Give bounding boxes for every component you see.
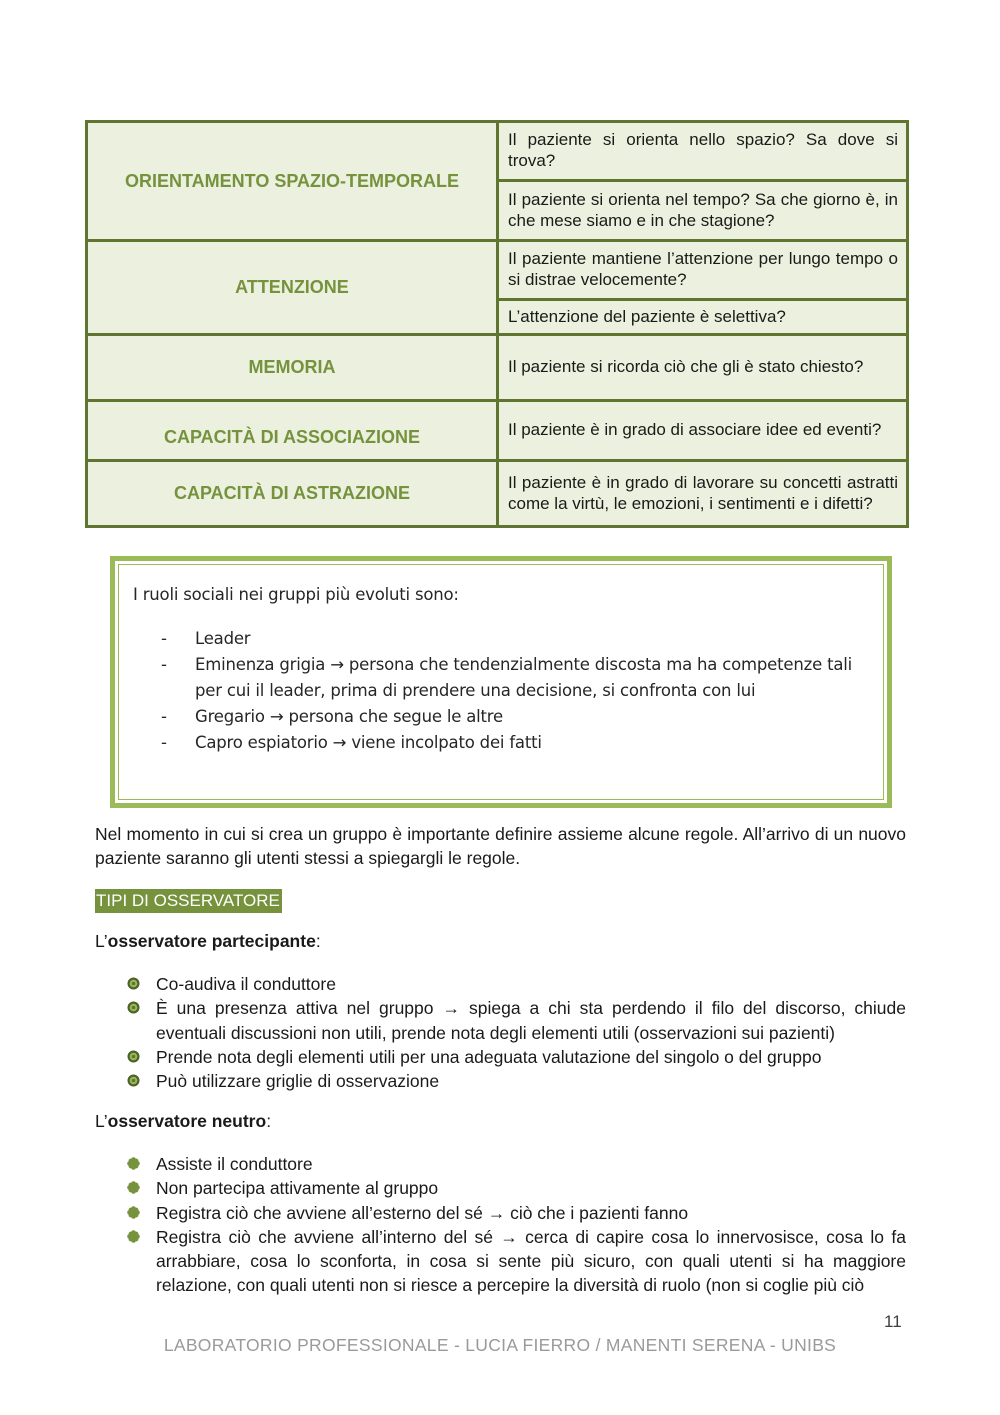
participant-observer-heading: L’osservatore partecipante: [95, 931, 321, 951]
table-label-cell: CAPACITÀ DI ASTRAZIONE [87, 461, 498, 527]
list-item-text: Eminenza grigia → persona che tendenzialmente discosta ma ha competenze tali per cui il leader, prima di prendere una decisione, si confronta con lui [195, 655, 853, 700]
social-roles-list [133, 626, 869, 756]
list-item-text: Prende nota degli elementi utili per una adeguata valutazione del singolo o del gruppo [156, 1046, 822, 1067]
list-item [133, 704, 869, 730]
table-row [87, 241, 908, 300]
table-question-cell: Il paziente mantiene l’attenzione per lungo tempo o si distrae velocemente? [498, 241, 908, 300]
flower-bullet-icon [127, 1181, 140, 1194]
table-row [87, 461, 908, 527]
social-roles-box-inner [118, 564, 884, 800]
list-item-text: Assiste il conduttore [156, 1154, 313, 1174]
neutral-observer-list [125, 1152, 906, 1298]
dash-marker: - [161, 707, 167, 726]
list-item-text: Registra ciò che avviene all’esterno del sé → ciò che i pazienti fanno [156, 1202, 689, 1223]
cognitive-assessment-table [85, 120, 909, 528]
table-question-cell: Il paziente è in grado di associare idee ed eventi? [498, 401, 908, 461]
list-item [125, 972, 906, 996]
list-item [125, 1225, 906, 1298]
dash-marker: - [161, 629, 167, 648]
circle-bullet-icon [127, 977, 140, 990]
list-item [125, 1069, 906, 1093]
page-number: 11 [884, 1312, 902, 1331]
participant-observer-list [125, 972, 906, 1093]
table-row [87, 401, 908, 461]
list-item-text: Leader [195, 629, 251, 648]
dash-marker: - [161, 655, 167, 674]
table-question-cell: Il paziente si orienta nello spazio? Sa dove si trova? [498, 122, 908, 181]
circle-bullet-icon [127, 1074, 140, 1087]
table-row [87, 335, 908, 401]
flower-bullet-icon [127, 1206, 140, 1219]
circle-bullet-icon [127, 1050, 140, 1063]
circle-bullet-icon [127, 1001, 140, 1014]
flower-bullet-icon [127, 1230, 140, 1243]
list-item [125, 1201, 906, 1225]
list-item-text: Può utilizzare griglie di osservazione [156, 1071, 440, 1092]
dash-marker: - [161, 733, 167, 752]
group-rules-paragraph: Nel momento in cui si crea un gruppo è importante definire assieme alcune regole. All’arrivo di un nuovo paziente saranno gli utenti stessi a spiegargli le regole. [95, 824, 906, 868]
table-question-cell: Il paziente si orienta nel tempo? Sa che giorno è, in che mese siamo e in che stagione? [498, 181, 908, 241]
list-item [133, 730, 869, 756]
table-question-cell: L’attenzione del paziente è selettiva? [498, 300, 908, 335]
list-item-text: Co-audiva il conduttore [156, 974, 336, 994]
table-label-cell: MEMORIA [87, 335, 498, 401]
list-item-text: Non partecipa attivamente al gruppo [156, 1178, 439, 1199]
list-item [125, 1176, 906, 1200]
list-item [133, 652, 869, 704]
list-item-text: Capro espiatorio → viene incolpato dei fatti [195, 733, 542, 752]
neutral-observer-heading: L’osservatore neutro: [95, 1111, 272, 1131]
table-question-cell: Il paziente è in grado di lavorare su concetti astratti come la virtù, le emozioni, i sentimenti e i difetti? [498, 461, 908, 527]
social-roles-intro: I ruoli sociali nei gruppi più evoluti sono: [133, 585, 459, 604]
social-roles-box [110, 556, 892, 808]
list-item [133, 626, 869, 652]
section-heading: TIPI DI OSSERVATORE [95, 889, 282, 913]
table-label-cell: ORIENTAMENTO SPAZIO-TEMPORALE [87, 122, 498, 241]
list-item-text: È una presenza attiva nel gruppo → spiega a chi sta perdendo il filo del discorso, chiude eventuali discussioni non utili, prende nota degli elementi utili (osservazioni sui pazienti) [156, 998, 906, 1043]
table-question-cell: Il paziente si ricorda ciò che gli è stato chiesto? [498, 335, 908, 401]
list-item [125, 1045, 906, 1069]
page-footer: LABORATORIO PROFESSIONALE - LUCIA FIERRO / MANENTI SERENA - UNIBS [163, 1335, 837, 1355]
table-label-cell: ATTENZIONE [87, 241, 498, 335]
table-row [87, 122, 908, 181]
list-item-text: Gregario → persona che segue le altre [195, 707, 503, 726]
table-label-cell: CAPACITÀ DI ASSOCIAZIONE [87, 401, 498, 461]
list-item [125, 1152, 906, 1176]
list-item-text: Registra ciò che avviene all’interno del sé → cerca di capire cosa lo innervosisce, cosa lo fa arrabbiare, cosa lo sconforta, in cosa si sente più sicuro, con quali utenti si ha maggiore relazione, con quali utenti non si riesce a percepire la diversità di ruolo (non si coglie più ciò [156, 1226, 906, 1296]
flower-bullet-icon [127, 1157, 140, 1170]
list-item [125, 996, 906, 1045]
